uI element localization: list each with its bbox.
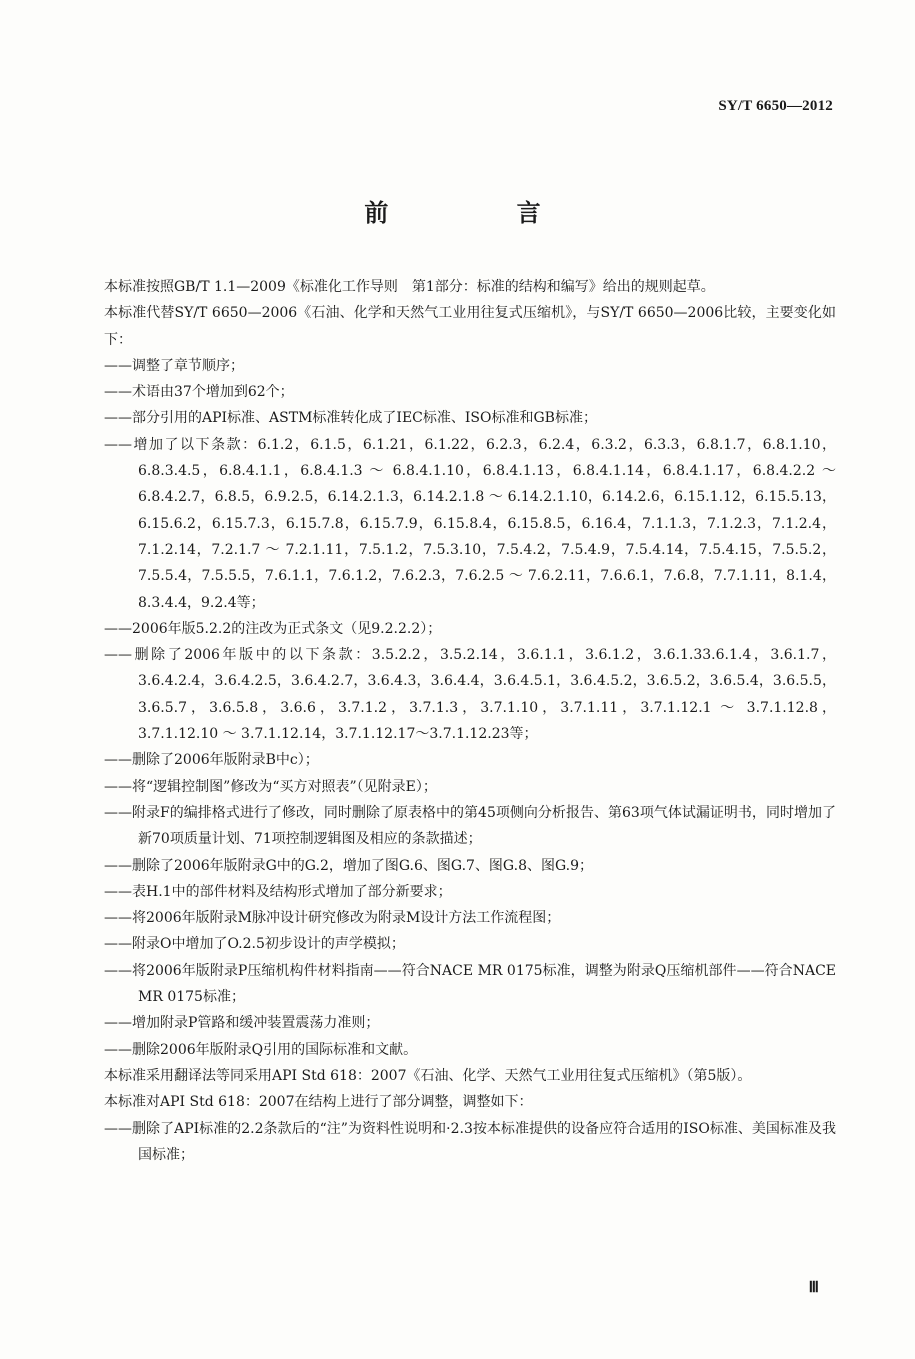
list-item: ——将2006年版附录P压缩机构件材料指南——符合NACE MR 0175标准，调整为附录Q压缩机部件——符合NACE MR 0175标准； — [104, 962, 836, 1006]
document-body — [104, 274, 836, 1168]
paragraph: 本标准代替SY/T 6650—2006《石油、化学和天然气工业用往复式压缩机》，与SY/T 6650—2006比较，主要变化如下： — [104, 305, 836, 348]
paragraph: 本标准采用翻译法等同采用API Std 618：2007《石油、化学、天然气工业用往复式压缩机》（第5版）。 — [104, 1067, 752, 1084]
list-item: ——删除了API标准的2.2条款后的“注”为资料性说明和·2.3按本标准提供的设备应符合适用的ISO标准、美国标准及我国标准； — [104, 1120, 836, 1163]
list-item: ——将2006年版附录M脉冲设计研究修改为附录M设计方法工作流程图； — [104, 910, 561, 927]
list-item: ——术语由37个增加到62个； — [104, 384, 294, 401]
list-item: ——部分引用的API标准、ASTM标准转化成了IEC标准、ISO标准和GB标准； — [104, 410, 597, 427]
list-item: ——增加了以下条款：6.1.2，6.1.5，6.1.21，6.1.22，6.2.3，6.2.4，6.3.2，6.3.3，6.8.1.7，6.8.1.10，6.8.3.4.5，6.8.4.1.1，6.8.4.1.3 ～ 6.8.4.1.10，6.8.4.1.13，6.8.4.1.14，6.8.4.1.17，6.8.4.2.2 ～ 6.8.4.2.7，6.8.5，6.9.2.5，6.14.2.1.3，6.14.2.1.8 ～ 6.14.2.1.10，6.14.2.6，6.15.1.12，6.15.5.13，6.15.6.2，6.15.7.3，6.15.7.8，6.15.7.9，6.15.8.4，6.15.8.5，6.16.4，7.1.1.3，7.1.2.3，7.1.2.4，7.1.2.14，7.2.1.7 ～ 7.2.1.11，7.5.1.2，7.5.3.10，7.5.4.2，7.5.4.9，7.5.4.14，7.5.4.15，7.5.5.2，7.5.5.4，7.5.5.5，7.6.1.1，7.6.1.2，7.6.2.3，7.6.2.5 ～ 7.6.2.11，7.6.6.1，7.6.8，7.7.1.11，8.1.4，8.3.4.4，9.2.4等； — [104, 436, 836, 611]
list-item: ——将“逻辑控制图”修改为“买方对照表”（见附录E）； — [104, 778, 437, 795]
list-item: ——删除了2006年版附录B中c）； — [104, 752, 319, 769]
list-item: ——附录O中增加了O.2.5初步设计的声学模拟； — [104, 936, 405, 953]
list-item: ——2006年版5.2.2的注改为正式条文（见9.2.2.2）； — [104, 620, 442, 637]
paragraph: 本标准按照GB/T 1.1—2009《标准化工作导则 第1部分：标准的结构和编写》给出的规则起草。 — [104, 279, 715, 295]
list-item: ——表H.1中的部件材料及结构形式增加了部分新要求； — [104, 883, 452, 900]
page-number: Ⅲ — [808, 1280, 819, 1296]
list-item: ——删除2006年版附录Q引用的国际标准和文献。 — [104, 1041, 418, 1058]
standard-code: SY/T 6650—2012 — [718, 98, 833, 114]
list-item: ——附录F的编排格式进行了修改，同时删除了原表格中的第45项侧向分析报告、第63项气体试漏证明书，同时增加了新70项质量计划、71项控制逻辑图及相应的条款描述； — [104, 804, 836, 848]
paragraph: 本标准对API Std 618：2007在结构上进行了部分调整，调整如下： — [104, 1094, 533, 1111]
page-title: 前 言 — [364, 199, 581, 227]
list-item: ——删除了2006年版中的以下条款：3.5.2.2，3.5.2.14，3.6.1.1，3.6.1.2，3.6.1.33.6.1.4，3.6.1.7，3.6.4.2.4，3.6.4.2.5，3.6.4.2.7，3.6.4.3，3.6.4.4，3.6.4.5.1，3.6.4.5.2，3.6.5.2，3.6.5.4，3.6.5.5，3.6.5.7，3.6.5.8，3.6.6，3.7.1.2，3.7.1.3，3.7.1.10，3.7.1.11，3.7.1.12.1 ～ 3.7.1.12.8，3.7.1.12.10 ～ 3.7.1.12.14，3.7.1.12.17～3.7.1.12.23等； — [104, 647, 836, 743]
list-item: ——调整了章节顺序； — [104, 357, 244, 374]
list-item: ——增加附录P管路和缓冲装置震荡力准则； — [104, 1015, 380, 1032]
list-item: ——删除了2006年版附录G中的G.2，增加了图G.6、图G.7、图G.8、图G.9； — [104, 857, 594, 874]
